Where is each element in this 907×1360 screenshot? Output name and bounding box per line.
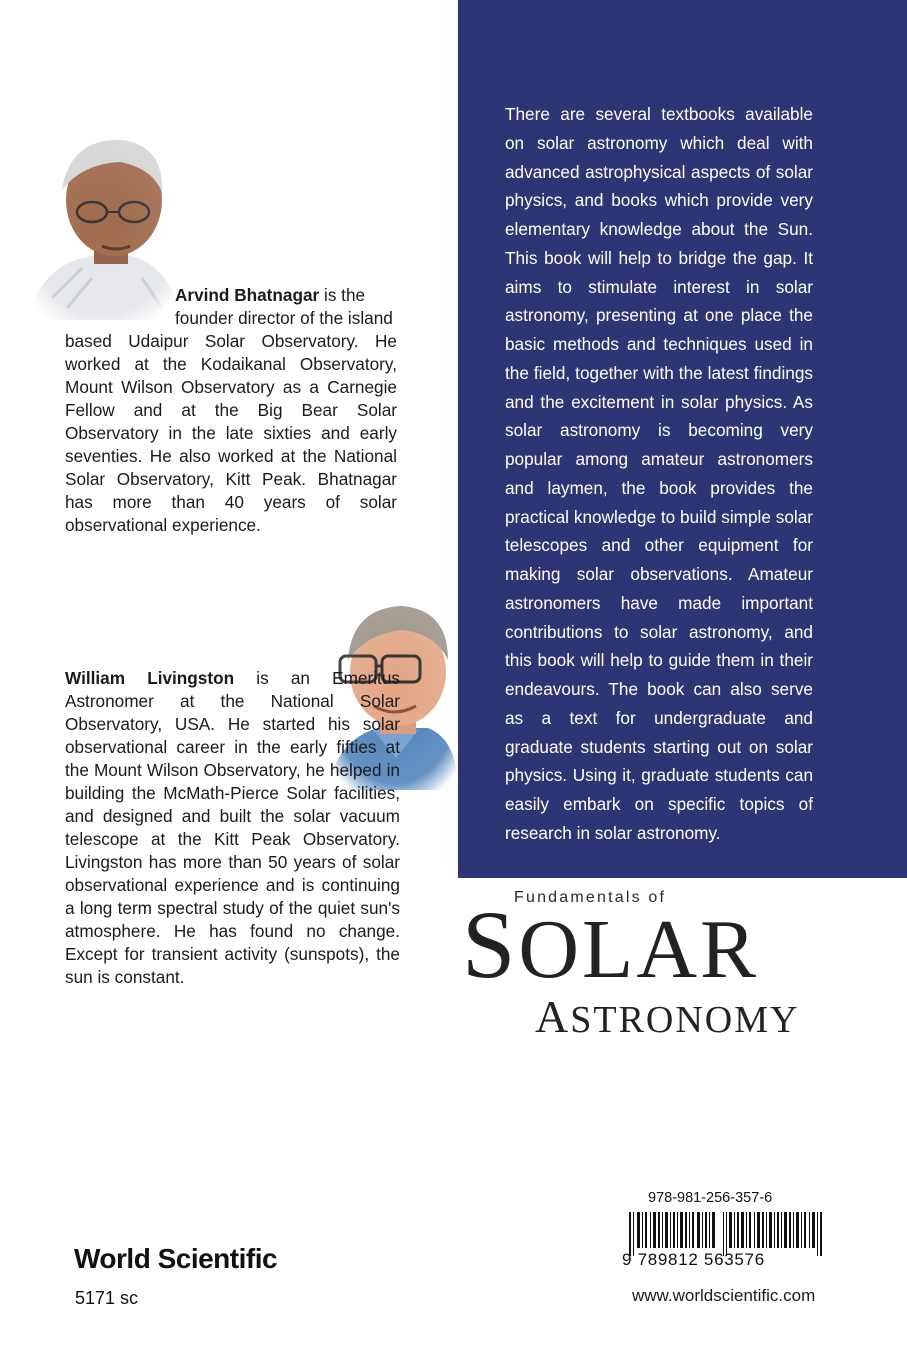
author-name-livingston: William Livingston: [65, 668, 235, 688]
catalog-code: 5171 sc: [75, 1288, 139, 1308]
publisher-url: www.worldscientific.com: [632, 1286, 816, 1305]
barcode-digits: 9 789812 563576: [622, 1250, 765, 1269]
isbn: 978-981-256-357-6: [648, 1190, 773, 1206]
series-title: Fundamentals of: [514, 889, 667, 906]
author-name-bhatnagar: Arvind Bhatnagar: [175, 285, 320, 305]
book-blurb: There are several textbooks available on solar astronomy which deal with advanced astrophysical aspects of solar physics, and books which provide very elementary knowledge about the Sun. This book will help to bridge the gap. It aims to stimulate interest in solar astronomy, presenting at one place the basic methods and techniques used in the field, together with the latest findings and the excitement in solar physics. As solar astronomy is becoming very popular among amateur astronomers and laymen, the book provides the practical knowledge to build simple solar telescopes and other equipment for making solar observations. Amateur astronomers have made important contributions to solar astronomy, and this book will help to guide them in their endeavours. The book can also serve as a text for undergraduate and graduate students starting out on solar physics. Using it, graduate students can easily embark on specific topics of research in solar astronomy.: [505, 104, 813, 843]
bio-bhatnagar: Arvind Bhatnagar is the founder director of the island based Udaipur Solar Observatory. He worked at the Kodaikanal Observatory, Mount Wilson Observatory as a Carnegie Fellow and at the Big Bear Solar Observatory in the late sixties and early seventies. He also worked at the National Solar Observatory, Kitt Peak. Bhatnagar has more than 40 years of solar observational experience.: [65, 285, 397, 535]
bio-livingston: William Livingston is an Emeritus Astronomer at the National Solar Observatory, USA. He started his solar observational career in the early fifties at the Mount Wilson Observatory, he helped in building the McMath-Pierce Solar facilities, and designed and built the solar vacuum telescope at the Kitt Peak Observatory. Livingston has more than 50 years of solar observational experience and is continuing a long term spectral study of the quiet sun's atmosphere. He has found no change. Except for transient activity (sunspots), the sun is constant.: [65, 668, 400, 987]
title-astronomy: ASTRONOMY: [535, 991, 800, 1042]
title-solar: SOLAR: [462, 891, 760, 998]
publisher-logo: World Scientific: [74, 1243, 278, 1274]
